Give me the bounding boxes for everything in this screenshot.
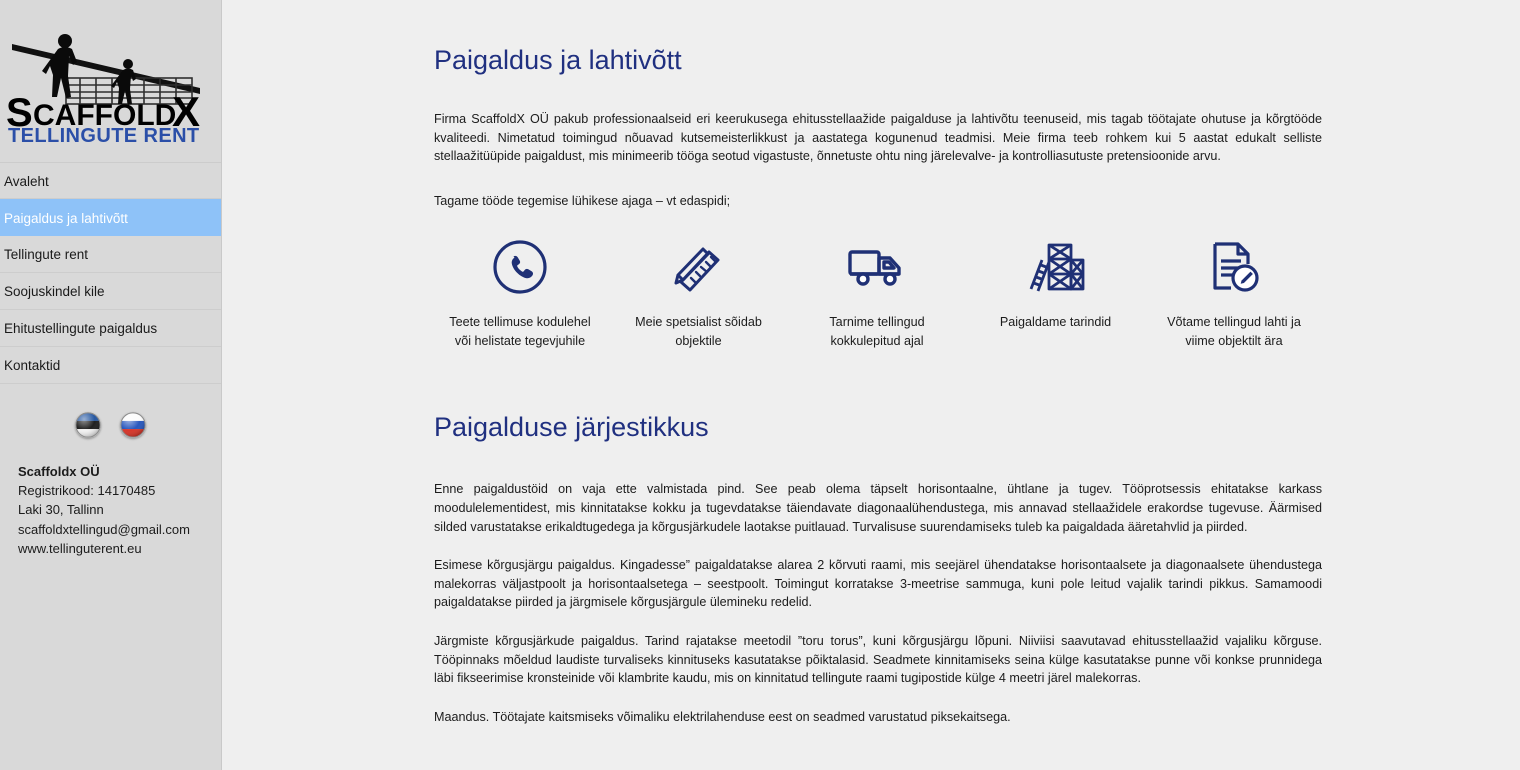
ruler-pencil-icon	[669, 234, 729, 300]
contact-address: Laki 30, Tallinn	[18, 502, 104, 518]
contact-registry-code: Registrikood: 14170485	[18, 483, 156, 499]
sidebar-item-tellingute-rent[interactable]: Tellingute rent	[0, 236, 221, 273]
lead-time-paragraph: Tagame tööde tegemise lühikese ajaga – vt edaspidi;	[434, 193, 731, 208]
sequence-paragraph-4: Maandus. Töötajate kaitsmiseks võimaliku elektrilahenduse eest on seadmed varustatud piksekaitsega.	[434, 709, 1011, 724]
contact-email[interactable]: scaffoldxtellingud@gmail.com	[18, 521, 190, 537]
document-edit-icon	[1205, 234, 1263, 300]
sidebar	[0, 0, 222, 770]
step-dismantle[interactable]	[1148, 234, 1320, 350]
step-delivery[interactable]	[791, 234, 963, 350]
scaffold-tower-icon	[1025, 234, 1087, 300]
estonian-flag-icon[interactable]	[75, 412, 101, 438]
sequence-paragraph-3: Järgmiste kõrgusjärkude paigaldus. Tarind rajatakse meetodil ”toru torus”, kuni kõrgusjärgu lõpuni. Niiviisi saavutavad ehitusstellaažid vajaliku kõrguse. Tööpinnaks mõeldud laudiste turvaliseks kinnituseks kasutatakse põiktalasid. Seadmete kinnitamiseks seina külge kasutatakse punne või konkse prunnidega läbi fikseerimise kronsteinide või klambrite kaudu, mis on kinnitatud tellingute raami tugipostide külge 4 meetri järel malekorras.	[434, 633, 1322, 686]
sequence-paragraph-2: Esimese kõrgusjärgu paigaldus. Kingadesse” paigaldatakse alarea 2 kõrvuti raami, mis seejärel ühendatakse horisontaalsete ja diagonaalsete ühendustega malekorras väljastpoolt ja horisontaalsetega – seestpoolt. Toimingut korratakse 3-meetrise sammuga, kuni pole leitud vajalik tarindi pikkus. Samamoodi paigaldatakse piirded ja järgmisele kõrgusjärgule ülemineku redelid.	[434, 558, 1322, 610]
step-site-visit-caption: Meie spetsialist sõidab objektile	[635, 315, 762, 348]
logo-text-x: X	[172, 88, 201, 135]
step-site-visit[interactable]	[613, 234, 785, 350]
delivery-truck-icon	[846, 234, 908, 300]
step-delivery-caption: Tarnime tellingud kokkulepitud ajal	[829, 315, 925, 348]
page-title: Paigaldus ja lahtivõtt	[434, 45, 682, 75]
step-dismantle-caption: Võtame tellingud lahti ja viime objektilt ära	[1167, 315, 1301, 348]
contact-website[interactable]: www.tellinguterent.eu	[18, 540, 142, 556]
intro-paragraph: Firma ScaffoldX OÜ pakub professionaalseid eri keerukusega ehitusstellaažide paigalduse ja lahtivõtu teenuseid, mis tagab töötajate ohutuse ja kõrgtööde kvaliteedi. Nimetatud toimingud nõuavad kutsemeisterlikkust ja aastatega kogunenud teadmisi. Meie firma teeb rohkem kui 5 aastat edukalt selliste stellaažitüüpide paigaldust, mis minimeerib tööga seotud vigastuste, õnnetuste ohtu ning järelevalve- ja kontrolliasutuste pretensioonide arvu.	[434, 112, 1322, 164]
sequence-paragraph-1: Enne paigaldustöid on vaja ette valmistada pind. See peab olema täpselt horisontaalne, ühtlane ja tugev. Tööprotsessis ehitatakse karkass moodulelementidest, mis kinnitatakse kokku ja tugevdatakse täiendavate diagonaalühendustega, mis annavad stellaažidele erakordse tugevuse. Äärmised silded varustatakse erikaldtugedega ja kõrgusjärkudele laotakse puitlauad. Turvalisuse suurendamiseks tuleb ka paigaldada ääretahvlid ja piirded.	[434, 482, 1322, 534]
sidebar-item-paigaldus-ja-lahtivott[interactable]: Paigaldus ja lahtivõtt	[0, 199, 221, 236]
contact-company: Scaffoldx OÜ	[18, 464, 100, 479]
language-switcher	[0, 412, 221, 438]
logo-text-caffold: CAFFOLD	[33, 99, 177, 132]
content-column	[434, 0, 1322, 726]
section-title-sequence: Paigalduse järjestikkus	[434, 412, 709, 443]
site-logo[interactable]	[0, 0, 221, 160]
sidebar-nav	[0, 162, 221, 384]
main-content	[222, 0, 1520, 770]
sidebar-item-kontaktid[interactable]: Kontaktid	[0, 347, 221, 384]
logo-tagline: TELLINGUTE RENT	[8, 125, 200, 144]
sidebar-contact-block	[0, 462, 221, 558]
sidebar-item-soojuskindel-kile[interactable]: Soojuskindel kile	[0, 273, 221, 310]
step-assembly-caption: Paigaldame tarindid	[999, 315, 1112, 330]
step-order[interactable]	[434, 234, 606, 350]
step-order-caption: Teete tellimuse kodulehel või helistate tegevjuhile	[449, 315, 591, 348]
logo-text-s: S	[6, 91, 33, 135]
process-steps-row	[434, 234, 1320, 350]
russian-flag-icon[interactable]	[120, 412, 146, 438]
phone-circle-icon	[491, 234, 549, 300]
sidebar-item-avaleht[interactable]: Avaleht	[0, 162, 221, 199]
step-assembly[interactable]	[970, 234, 1142, 332]
sidebar-item-ehitustellingute-paigaldus[interactable]: Ehitustellingute paigaldus	[0, 310, 221, 347]
